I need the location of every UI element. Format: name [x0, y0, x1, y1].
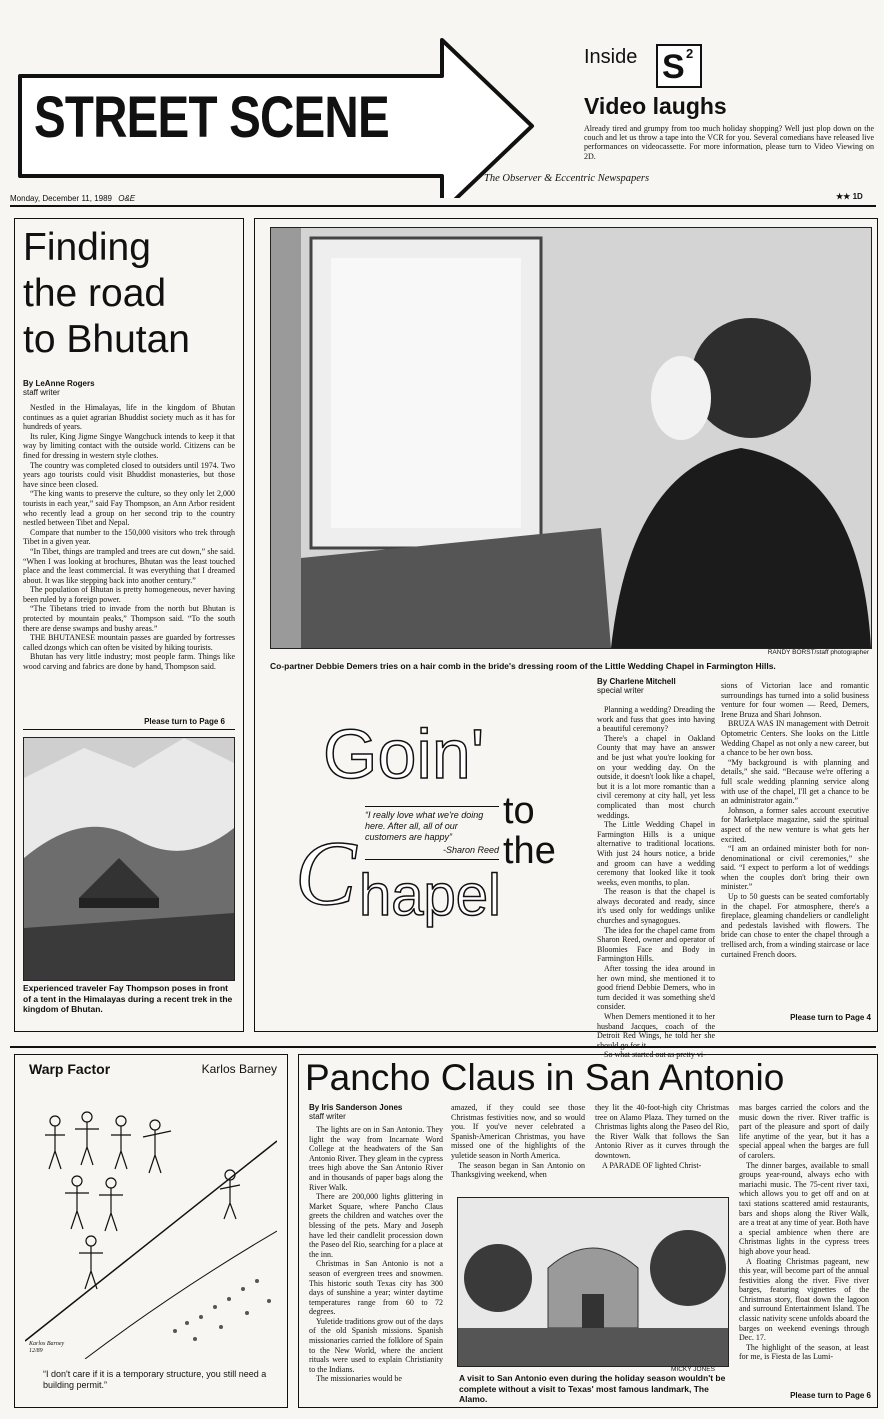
photo-image	[271, 228, 871, 648]
paragraph: A PARADE OF lighted Christ-	[602, 1160, 702, 1170]
paragraph: There are 200,000 lights glittering in Market Square, where Pancho Claus greets the children and watches over the blessing of the pets. Mary and Joseph have led their candlelit procession down the Paseo del Rio, searching for a place at the inn.	[309, 1192, 443, 1259]
alamo-photo-caption: A visit to San Antonio even during the holiday season wouldn't be complete without a visit to Texas' most famous landmark, The Alamo.	[459, 1373, 726, 1404]
himalaya-tent-photo	[23, 737, 235, 981]
paragraph: Johnson, a former sales account executive for Marketplace magazine, said the spiritual aspect of the new venture is what gets her excited.	[721, 805, 869, 844]
jump-line: Please turn to Page 6	[790, 1391, 871, 1400]
paragraph: The season began in San Antonio on Thanksgiving weekend, when	[451, 1160, 585, 1180]
paragraph: “The Tibetans tried to invade from the north but Bhutan is protected by mountain peaks,” Thompson said. “To the south there are dense swamps and bushy areas.”	[23, 604, 235, 633]
cartoon-caption: “I don't care if it is a temporary structure, you still need a building permit.”	[43, 1369, 267, 1390]
issue-date: Monday, December 11, 1989	[10, 194, 112, 203]
headline-chapel-rest: hapel	[359, 863, 501, 928]
cartoon-drawing	[25, 1081, 277, 1359]
cartoon-title: Warp Factor	[29, 1061, 111, 1077]
paragraph: The reason is that the chapel is always decorated and ready, since it's used only for weddings unlike churches and synagogues.	[597, 887, 715, 926]
photo-credit: RANDY BORST/staff photographer	[767, 649, 869, 656]
chapel-body-col2	[721, 681, 869, 959]
paragraph: There's a chapel in Oakland County that may have an answer and be just what you're looking for on your wedding day. On the outside, it doesn't look like a chapel, but it is a lot more romantic than a civil ceremony at city hall, yet less complicated than most church weddings.	[597, 733, 715, 820]
headline-line: Finding	[23, 226, 151, 269]
paragraph: Nestled in the Himalayas, life in the kingdom of Bhutan continues as a quiet agrarian Bhuddist society much as it has for hundreds of years.	[23, 403, 235, 432]
pancho-body-col4	[739, 1103, 869, 1362]
jump-line: Please turn to Page 4	[790, 1013, 871, 1022]
teaser-text: Already tired and grumpy from too much holiday shopping? Well just plop down on the couch and let us throw a tape into the VCR for you. Several comedians have released live performances on videocassette. For more information, please turn to Video Viewing on 2D.	[584, 124, 874, 161]
paragraph: “My background is with planning and details,” she said. “Because we're offering a full scale wedding planning service along with use of the chapel, I'll get a chance to be an administrator again.”	[721, 757, 869, 806]
teaser-headline: Video laughs	[584, 93, 727, 119]
chapel-story	[254, 218, 878, 1060]
headline-line: to Bhutan	[23, 318, 190, 361]
paragraph: The population of Bhutan is pretty homogeneous, never having been ruled by a foreign power.	[23, 585, 235, 604]
bhutan-photo-caption: Experienced traveler Fay Thompson poses in front of a tent in the Himalayas during a recent trek in the kingdom of Bhutan.	[23, 983, 233, 1014]
paragraph: A floating Christmas pageant, new this year, will become part of the annual festivities along the river. Five river barges, featuring vignettes of the Christmas story, float down the lagoon and surround Entertainment Island. The classic nativity scene unfolds aboard the barges on weekend evenings through Dec. 17.	[739, 1256, 869, 1343]
cartoon-author: Karlos Barney	[201, 1062, 277, 1076]
paragraph: Its ruler, King Jigme Singye Wangchuck intends to keep it that way by limiting contact with the outside world. Citizens can be fined for dressing in western style clothes.	[23, 431, 235, 460]
edition-mark: O&E	[118, 194, 136, 203]
pullquote-attribution: -Sharon Reed	[442, 845, 499, 855]
paragraph: When Demers mentioned it to her husband Jacques, coach of the Detroit Red Wings, he told her she	[597, 1012, 715, 1041]
inside-label: Inside	[584, 46, 638, 68]
headline-goin: Goin'	[323, 715, 485, 793]
masthead-rule	[10, 205, 876, 207]
pullquote-text: “I really love what we're doing here. After all, all of our customers are happy”	[365, 810, 484, 842]
paragraph: mas barges carried the colors and the music down the river. River traffic is part of the pleasure and sport of daily life anytime of the year, but it has a special appeal when the barges are full of carolers.	[739, 1103, 869, 1160]
headline-chapel-initial: C	[295, 822, 357, 924]
paragraph: Compare that number to the 150,000 visitors who trek through Tibet in a given year.	[23, 527, 235, 547]
pullquote-rule	[365, 859, 499, 860]
bhutan-body	[23, 403, 235, 672]
headline-to: to	[503, 790, 535, 832]
cartoon-signature: Karlos Barney 12/89	[29, 1341, 65, 1354]
paragraph: The highlight of the season, at least for me, is Fiesta de las Lumi-	[739, 1342, 869, 1362]
bhutan-story	[14, 218, 244, 1032]
byline: By Iris Sanderson Jones	[309, 1103, 403, 1112]
chapel-photo-caption: Co-partner Debbie Demers tries on a hair comb in the bride's dressing room of the Little Wedding Chapel in Farmington Hills.	[270, 661, 776, 671]
paragraph: The lights are on in San Antonio. They light the way from Incarnate Word College at the headwaters of the San Antonio River. They gleam in the cypress trees high above the San Antonio River and in thousands of paper bags along the River Walk.	[309, 1125, 443, 1192]
section-badge-letter: S	[662, 48, 685, 86]
paper-name: The Observer & Eccentric Newspapers	[484, 173, 650, 184]
paragraph: sions of Victorian lace and romantic surroundings has turned into a solid business venture for four women — Reed, Demers, Irene Bruza and Shari Johnson.	[721, 681, 869, 719]
byline-role: special writer	[597, 686, 644, 695]
date-line	[10, 194, 135, 203]
paragraph: THE BHUTANESE mountain passes are guarded by fortresses called dzongs which can often be visited by hiking tourists.	[23, 633, 235, 652]
chapel-body-col1	[597, 705, 715, 1060]
section-badge-number: 2	[686, 46, 694, 61]
byline: By LeAnne Rogers	[23, 379, 95, 388]
paragraph: “The king wants to preserve the culture, so they only let 2,000 tourists in each year,” said Fay Thompson, an Ann Arbor resident who recently lead a group on her second trip to the country nestled between Tibet and Nepal.	[23, 489, 235, 528]
paragraph: The dinner barges, available to small groups year-round, always echo with mariachi music. The 75-cent river taxi, which allows you to get off and on at taxi stations scattered amid restaurants, bars and shops along the River Walk, are a treat at any time of year. Both have a special ambience when there are Christmas lights in the cypress trees high above your head.	[739, 1160, 869, 1256]
byline-role: staff writer	[309, 1112, 346, 1121]
paragraph: Christmas in San Antonio is not a season of evergreen trees and snowmen. This historic south Texas city has 300 days of sunshine a year; winter daytime temperatures range from 60 to 72 degrees.	[309, 1259, 443, 1317]
paragraph: So what started out as pretty vi-	[604, 1050, 706, 1060]
paragraph: The idea for the chapel came from Sharon Reed, owner and operator of Bloomies Face and Body in Farmington Hills.	[597, 925, 715, 964]
paragraph: The missionaries would be	[316, 1374, 402, 1384]
page-code: ★★ 1D	[836, 192, 863, 201]
pullquote-rule	[365, 806, 499, 807]
paragraph: Planning a wedding? Dreading the work and fuss that goes into having a beautiful ceremony?	[597, 705, 715, 734]
paragraph: After tossing the idea around in her own mind, she mentioned it to good friend Debbie Demers, who in turn decided it was something she'd consider.	[597, 964, 715, 1012]
bhutan-headline	[23, 225, 190, 363]
alamo-photo	[457, 1197, 729, 1367]
pancho-headline: Pancho Claus in San Antonio	[305, 1057, 785, 1098]
headline-line: the road	[23, 272, 167, 315]
street-scene-title: STREET SCENE	[34, 85, 389, 150]
jump-line: Please turn to Page 6	[144, 717, 225, 726]
warp-factor-cartoon	[14, 1054, 288, 1408]
divider	[23, 729, 235, 730]
chapel-dressing-room-photo	[270, 227, 872, 649]
paragraph: Up to 50 guests can be seated comfortably in the chapel. For atmosphere, there's a fireplace, gleaming chandeliers or candlelight and pedestals lavished with flowers. The bride can chose to enter the chapel through a trellised arch, from a winding staircase or lace curtained French doors.	[721, 892, 869, 959]
paragraph: “In Tibet, things are trampled and trees are cut down,” she said. “When I was looking at brochures, Bhutan was the least touched place and the least commercial. It was everything that I dreamed about. It was like stepping back into another century.”	[23, 546, 235, 585]
pancho-claus-story	[298, 1054, 878, 1408]
paragraph: Yuletide traditions grow out of the days of the old Spanish missions. Spanish missionaries carried the folklore of Spain to the New World, where the ancient rituals were used to explain Christianity to the Indians.	[309, 1316, 443, 1374]
byline-role: staff writer	[23, 388, 60, 397]
pancho-body-col2	[451, 1103, 585, 1180]
paragraph: “I am an ordained minister both for non-denominational or civil ceremonies,” she said. “I expect to perform a lot of weddings when the couples don't bring their own minister.”	[721, 844, 869, 892]
section-badge	[656, 44, 702, 88]
pancho-body-col1	[309, 1125, 443, 1384]
paragraph: The Little Wedding Chapel in Farmington Hills is a unique alternative to traditional locations. With just 24 hours notice, a bride and groom can have a wedding ceremony that looked like it took weeks, even months, to plan.	[597, 820, 715, 887]
pancho-body-col3	[595, 1103, 729, 1170]
photo-credit: MICKY JONES	[671, 1366, 715, 1373]
photo-image	[458, 1198, 728, 1366]
paragraph: amazed, if they could see those Christmas festivities now, and so would you. If you've never celebrated a Spanish-American Christmas, you have missed one of the highlights of the yuletide season in North America.	[451, 1103, 585, 1160]
photo-image	[24, 738, 234, 980]
headline-the: the	[503, 830, 556, 872]
paragraph: Bhutan has very little industry; most people farm. Things like wood carving and fabrics are done by hand, Thompson said.	[23, 652, 235, 672]
section-divider	[10, 1046, 876, 1048]
pull-quote	[365, 806, 499, 860]
byline: By Charlene Mitchell	[597, 677, 676, 686]
paragraph: The country was completed closed to outsiders until 1974. Two years ago tourists could visit Bhuddist monasteries, but those have since been closed.	[23, 460, 235, 489]
paragraph: they lit the 40-foot-high city Christmas tree on Alamo Plaza. They turned on the Christmas lights along the Paseo del Rio, the River Walk that follows the San Antonio River as it curves through the downtown.	[595, 1103, 729, 1160]
paragraph: BRUZA WAS IN management with Detroit Optometric Centers. She looks on the Little Wedding Chapel as not only a new career, but a chance to be her own boss.	[721, 719, 869, 758]
